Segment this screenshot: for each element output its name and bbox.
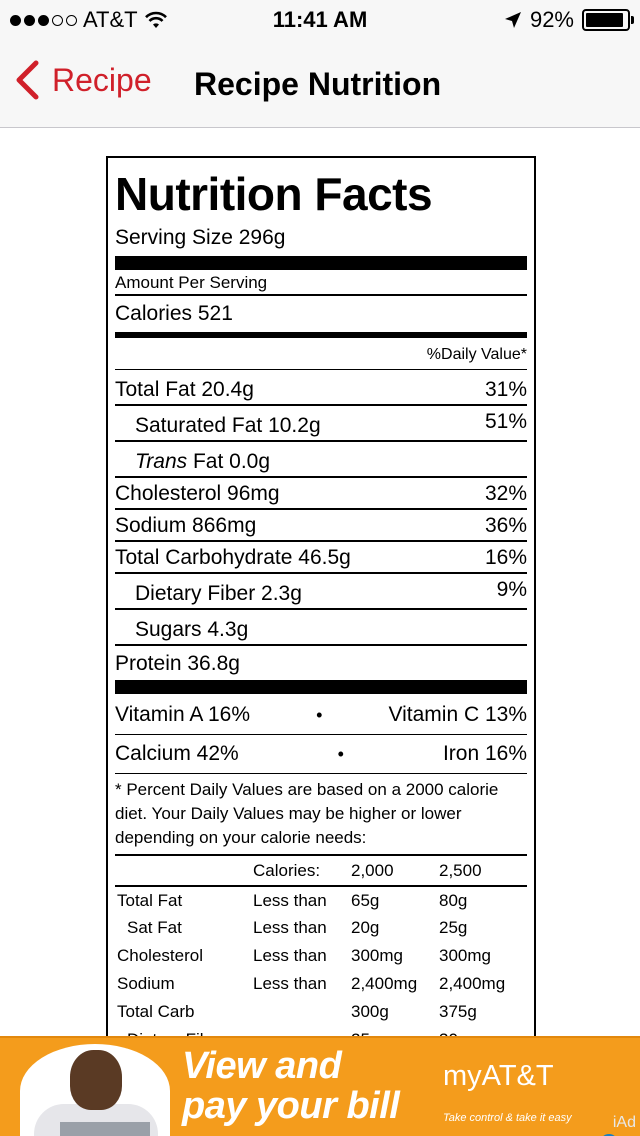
table-cell: Total Carb	[117, 1002, 195, 1021]
daily-value-footnote: * Percent Daily Values are based on a 2000 calorie diet. Your Daily Values may be higher or lower depending on your calorie needs:	[115, 778, 527, 856]
amount-per-serving: Amount Per Serving	[115, 270, 527, 296]
ad-photo	[20, 1044, 170, 1136]
ad-headline-line-2: pay your bill	[182, 1085, 400, 1127]
nutrient-row-trans-fat	[115, 442, 527, 478]
calories: Calories 521	[115, 302, 233, 325]
table-cell: Sodium	[117, 974, 175, 993]
nutrient-percent: 32%	[484, 482, 527, 505]
iad-logo: iAd	[612, 1114, 636, 1131]
table-cell: 65g	[351, 890, 380, 910]
carrier-name: AT&T	[83, 7, 138, 32]
trans-rest: Fat 0.0g	[187, 450, 271, 473]
nutrient-row-total-carbohydrate	[115, 542, 527, 574]
table-cell: 300mg	[439, 946, 491, 965]
table-cell: Total Fat	[117, 890, 183, 910]
battery-percent: 92%	[529, 7, 574, 32]
calcium: Calcium 42%	[115, 742, 239, 765]
table-cell: Less than	[253, 890, 327, 910]
ad-headline	[182, 1046, 399, 1126]
nutrient-label: Sugars 4.3g	[135, 618, 249, 641]
table-cell: Sat Fat	[127, 918, 182, 937]
table-cell: Less than	[253, 974, 327, 993]
nutrient-percent: 16%	[484, 546, 527, 569]
nutrient-row-cholesterol	[115, 478, 527, 510]
mineral-row	[115, 735, 527, 773]
nutrient-label: Saturated Fat 10.2g	[135, 414, 321, 437]
ad-banner[interactable]	[0, 1036, 640, 1136]
bullet: •	[337, 743, 344, 764]
nutrient-percent: 36%	[484, 514, 527, 537]
status-right	[504, 7, 630, 33]
nutrient-percent: 31%	[484, 378, 527, 401]
table-row	[115, 942, 527, 970]
table-header-cell: 2,500	[439, 856, 527, 886]
nutrient-label: Total Fat 20.4g	[115, 378, 254, 401]
table-row	[115, 998, 527, 1026]
nutrient-label: Protein 36.8g	[115, 652, 240, 675]
ad-headline-line-1: View and	[182, 1045, 342, 1087]
table-cell: 375g	[439, 1002, 477, 1021]
ad-brand: myAT&T	[443, 1060, 554, 1092]
vitamin-a: Vitamin A 16%	[115, 703, 251, 726]
nutrient-label: Cholesterol 96mg	[115, 482, 280, 505]
nutrition-facts-title: Nutrition Facts	[115, 168, 433, 220]
page-title: Recipe Nutrition	[194, 66, 442, 102]
nutrient-label: Sodium 866mg	[115, 514, 257, 537]
nutrient-percent: 9%	[496, 578, 527, 601]
back-button[interactable]	[14, 60, 152, 100]
thin-divider	[115, 773, 527, 774]
table-row	[115, 886, 527, 914]
serving-size: Serving Size 296g	[115, 226, 286, 249]
chevron-left-icon	[14, 60, 40, 100]
table-header-cell: 2,000	[351, 856, 439, 886]
nutrient-row-protein	[115, 646, 527, 678]
clock: 11:41 AM	[272, 7, 368, 32]
thick-divider	[115, 256, 527, 270]
daily-value-header: %Daily Value*	[115, 340, 527, 370]
nutrient-row-dietary-fiber	[115, 574, 527, 610]
table-row	[115, 970, 527, 998]
iron: Iron 16%	[442, 742, 527, 765]
nutrient-row-sugars	[115, 610, 527, 646]
table-header-cell: Calories:	[253, 856, 351, 886]
back-button-label: Recipe	[52, 61, 152, 98]
bullet: •	[316, 704, 323, 725]
medium-divider	[115, 332, 527, 338]
nutrient-row-sodium	[115, 510, 527, 542]
nutrient-row-total-fat	[115, 370, 527, 406]
status-bar	[0, 0, 640, 40]
nutrient-percent: 51%	[484, 410, 527, 433]
table-row	[115, 914, 527, 942]
nutrient-label: Dietary Fiber 2.3g	[135, 582, 302, 605]
table-cell: Cholesterol	[117, 946, 203, 965]
table-cell: 20g	[351, 918, 380, 937]
nutrition-facts-panel	[106, 156, 536, 1136]
nutrient-label	[115, 450, 270, 474]
table-cell: 2,400mg	[351, 974, 418, 993]
table-cell: 300g	[351, 1002, 389, 1021]
ad-photo-laptop	[60, 1122, 150, 1136]
table-cell: Less than	[253, 918, 327, 937]
table-cell: 300mg	[351, 946, 403, 965]
table-header-row	[115, 856, 527, 886]
daily-value-reference-table	[115, 856, 527, 1054]
location-arrow-icon	[504, 11, 522, 29]
table-cell: 80g	[439, 890, 468, 910]
table-cell: Less than	[253, 946, 327, 965]
trans-italic: Trans	[135, 450, 188, 473]
vitamin-c: Vitamin C 13%	[388, 703, 527, 726]
ad-photo-person	[70, 1050, 122, 1110]
table-cell: 25g	[439, 918, 468, 937]
thick-divider	[115, 680, 527, 694]
nutrient-row-saturated-fat	[115, 406, 527, 442]
table-cell	[253, 998, 351, 1026]
nutrient-label: Total Carbohydrate 46.5g	[115, 546, 351, 569]
battery-icon	[582, 9, 630, 31]
ad-tagline: Take control & take it easy	[443, 1112, 572, 1124]
navigation-bar	[0, 40, 640, 128]
table-header-cell	[115, 856, 253, 886]
table-cell: 2,400mg	[439, 974, 506, 993]
vitamin-row	[115, 696, 527, 734]
